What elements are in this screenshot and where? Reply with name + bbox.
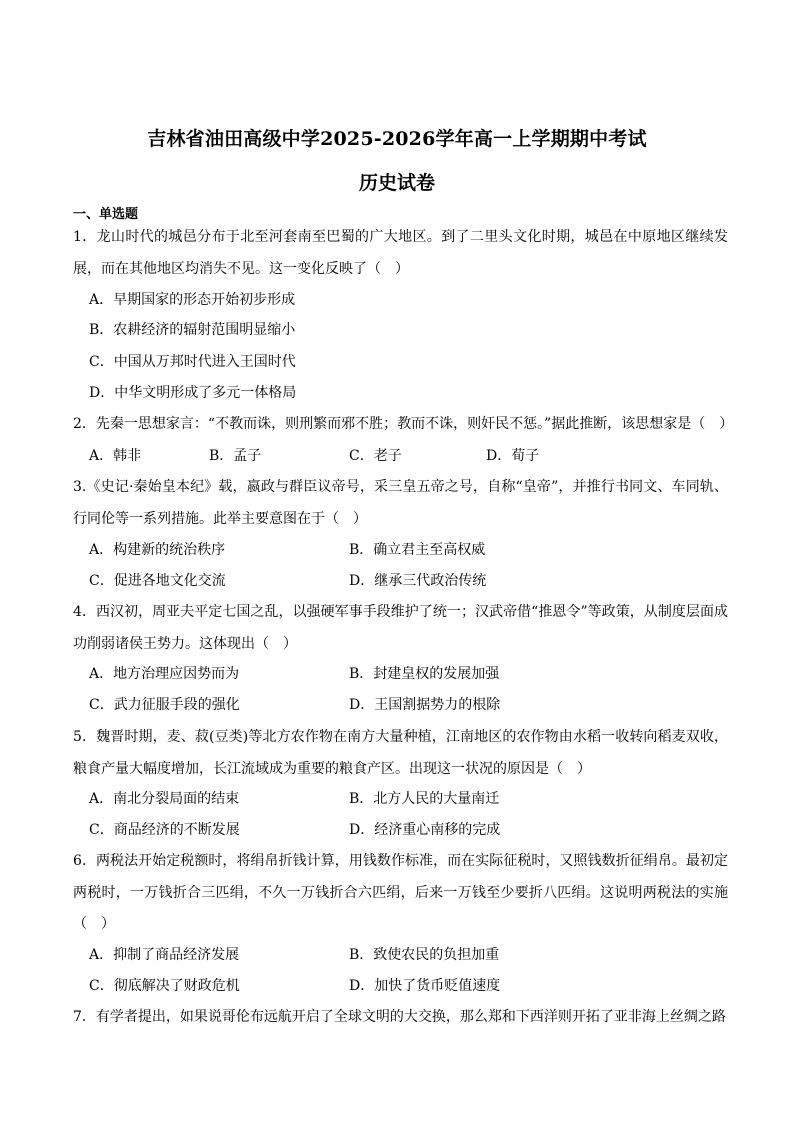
question-3-stem: 3.《史记·秦始皇本纪》载，嬴政与群臣议帝号，采三皇五帝之号，自称“皇帝”，并推行书同文、车同轨、行同伦等一系列措施。此举主要意图在于（ ） bbox=[73, 479, 728, 527]
question-2-stem: 2．先秦一思想家言：“不教而诛，则刑繁而邪不胜；教而不诛，则奸民不惩。”据此推断，该思想家是（ ） bbox=[73, 416, 734, 432]
question-5-option-b: B．北方人民的大量南迁 bbox=[349, 791, 500, 807]
question-7-stem: 7．有学者提出，如果说哥伦布远航开启了全球文明的大交换，那么郑和下西洋则开拓了亚非海上丝绸之路 bbox=[73, 1009, 726, 1025]
question-4-option-d: D．王国割据势力的根除 bbox=[349, 697, 501, 713]
question-6-stem: 6．两税法开始定税额时，将绢帛折钱计算，用钱数作标准，而在实际征税时，又照钱数折征绢帛。最初定两税时，一万钱折合三匹绢，不久一万钱折合六匹绢，后来一万钱至少要折八匹绢。这说明两税法的实施（ ） bbox=[73, 853, 728, 932]
exam-title: 吉林省油田高级中学2025-2026学年高一上学期期中考试 bbox=[147, 128, 647, 150]
question-2-option-c: C．老子 bbox=[349, 448, 402, 464]
question-6-option-a: A．抑制了商品经济发展 bbox=[89, 947, 240, 963]
question-1-option-b: B．农耕经济的辐射范围明显缩小 bbox=[89, 322, 296, 338]
question-1-option-c: C．中国从万邦时代进入王国时代 bbox=[89, 354, 296, 370]
question-3-option-d: D．继承三代政治传统 bbox=[349, 573, 487, 589]
question-6-option-d: D．加快了货币贬值速度 bbox=[349, 978, 501, 994]
section-heading: 一、单选题 bbox=[73, 207, 139, 222]
exam-subject: 历史试卷 bbox=[358, 172, 435, 194]
question-2-option-a: A．韩非 bbox=[89, 448, 142, 464]
question-6-option-c: C．彻底解决了财政危机 bbox=[89, 978, 240, 994]
question-5-option-c: C．商品经济的不断发展 bbox=[89, 822, 240, 838]
question-5-option-a: A．南北分裂局面的结束 bbox=[89, 791, 240, 807]
question-2-option-d: D．荀子 bbox=[486, 448, 540, 464]
question-1-stem: 1．龙山时代的城邑分布于北至河套南至巴蜀的广大地区。到了二里头文化时期，城邑在中原地区继续发展，而在其他地区均消失不见。这一变化反映了（ ） bbox=[73, 229, 728, 277]
question-5-stem: 5．魏晋时期，麦、菽(豆类)等北方农作物在南方大量种植，江南地区的农作物由水稻一收转向稻麦双收，粮食产量大幅度增加，长江流域成为重要的粮食产区。出现这一状况的原因是（ ） bbox=[73, 729, 728, 777]
question-4-option-a: A．地方治理应因势而为 bbox=[89, 666, 240, 682]
question-3-option-a: A．构建新的统治秩序 bbox=[89, 542, 226, 558]
question-1-option-d: D．中华文明形成了多元一体格局 bbox=[89, 385, 297, 401]
question-4-option-b: B．封建皇权的发展加强 bbox=[349, 666, 500, 682]
question-6-option-b: B．致使农民的负担加重 bbox=[349, 947, 500, 963]
question-5-option-d: D．经济重心南移的完成 bbox=[349, 822, 501, 838]
question-2-option-b: B．孟子 bbox=[209, 448, 262, 464]
question-3-option-c: C．促进各地文化交流 bbox=[89, 573, 226, 589]
question-1-option-a: A．早期国家的形态开始初步形成 bbox=[89, 292, 296, 308]
question-4-option-c: C．武力征服手段的强化 bbox=[89, 697, 240, 713]
question-4-stem: 4．西汉初，周亚夫平定七国之乱，以强硬军事手段维护了统一；汉武帝借“推恩令”等政策，从制度层面成功削弱诸侯王势力。这体现出（ ） bbox=[73, 604, 728, 652]
question-3-option-b: B．确立君主至高权威 bbox=[349, 542, 486, 558]
